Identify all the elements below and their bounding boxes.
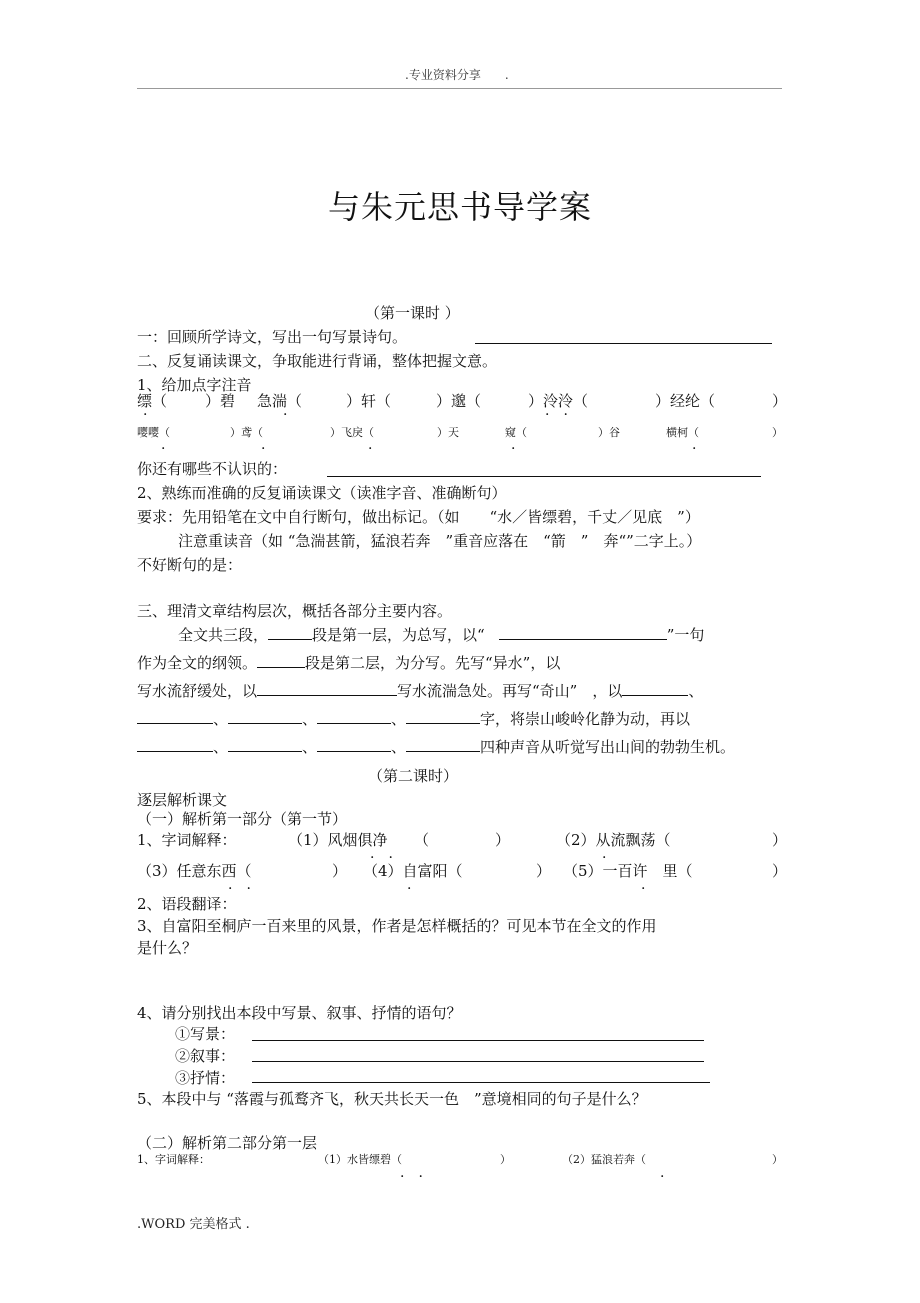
page-footer: .WORD 完美格式 . (137, 1217, 250, 1232)
text-segment: ”一句 (666, 626, 705, 644)
separator: 、 (391, 710, 407, 728)
question-5: 5、本段中与 “落霞与孤鹜齐飞，秋天共长天一色 ”意境相同的句子是什么？ (137, 1090, 647, 1108)
question-3-line-1: 3、自富阳至桐庐一百来里的风景，作者是怎样概括的？可见本节在全文的作用 (137, 917, 657, 935)
pinyin-item: 急湍（ (257, 392, 303, 410)
structure-line-1 (178, 624, 704, 645)
answer-line-lyric (252, 1082, 710, 1083)
document-title: 与朱元思书导学案 (327, 188, 592, 226)
pinyin-item: ）泠泠（ (528, 392, 589, 410)
blank (317, 709, 391, 724)
separator: 、 (213, 710, 229, 728)
pinyin-item: 缥（ (137, 392, 168, 410)
emphasis-dot: · · (400, 1169, 423, 1185)
question-2: 二、反复诵读课文，争取能进行背诵，整体把握文意。 (137, 352, 498, 370)
text-segment: 四种声音从听觉写出山间的勃勃生机。 (480, 738, 736, 756)
emphasis-dot: · · (228, 881, 251, 897)
part2-heading: （二）解析第二部分第一层 (137, 1134, 318, 1152)
structure-line-4 (137, 708, 690, 729)
pinyin-item: 横柯（ (666, 426, 699, 439)
vocab-paren: ） (495, 831, 511, 849)
section-recite: 2、熟练而准确的反复诵读课文（读准字音、准确断句） (137, 484, 507, 502)
blank (228, 709, 302, 724)
blank (257, 681, 397, 696)
blank (137, 709, 213, 724)
blank (406, 709, 480, 724)
blank (257, 653, 305, 668)
blank (137, 737, 213, 752)
scene-label: ①写景： (175, 1025, 236, 1043)
text-segment: 、 (688, 682, 704, 700)
stress-note: 注意重读音（如 “急湍甚箭，猛浪若奔 ”重音应落在 “箭 ” 奔“”二字上。） (178, 532, 702, 550)
separator: 、 (213, 738, 229, 756)
vocab-paren: （ (414, 831, 430, 849)
pinyin-item: ） (772, 392, 788, 410)
vocab-item-b1: （1）水皆缥碧（ (318, 1153, 402, 1166)
emphasis-dot: · (261, 441, 266, 457)
text-segment: 字，将崇山峻岭化静为动，再以 (480, 710, 691, 728)
answer-line-unknown (327, 476, 761, 477)
pinyin-item: ）鸢（ (230, 426, 263, 439)
pinyin-item: 嘤嘤（ (137, 426, 170, 439)
blank (317, 737, 391, 752)
pinyin-item: ）飞戾（ (330, 426, 374, 439)
text-segment: 段是第一层，为总写，以“ (312, 626, 485, 644)
answer-line-narrative (252, 1061, 704, 1062)
narrative-label: ②叙事： (175, 1047, 236, 1065)
emphasis-dot: · (602, 850, 607, 866)
pinyin-item: ）邈（ (436, 392, 482, 410)
lesson2-label: （第二课时） (368, 767, 459, 785)
vocab-paren: ） (536, 862, 552, 880)
vocab-item-b2: （2）猛浪若奔（ (562, 1153, 646, 1166)
text-segment: 写水流舒缓处，以 (137, 682, 258, 700)
translation-prompt: 2、语段翻译： (137, 895, 237, 913)
emphasis-dot: · (641, 881, 646, 897)
vocab-item-3: （3）任意东西（ (137, 862, 252, 880)
blank (622, 681, 688, 696)
vocab-item-4: （4）自富阳（ (363, 862, 463, 880)
emphasis-dot: · (161, 441, 166, 457)
vocab-paren: ） (772, 862, 788, 880)
blank (499, 625, 667, 640)
emphasis-dot: · (368, 441, 373, 457)
text-segment: 全文共三段， (178, 626, 269, 644)
structure-line-2 (137, 652, 560, 673)
emphasis-dot: · (511, 441, 516, 457)
question-1: 一：回顾所学诗文，写出一句写景诗句。 (137, 328, 408, 346)
vocab-item-1: （1）风烟俱净 (288, 831, 388, 849)
vocab-paren: ） (772, 831, 788, 849)
question-3-line-2: 是什么？ (137, 939, 198, 957)
separator: 、 (302, 710, 318, 728)
text-segment: 写水流湍急处。再写“奇山” ，以 (397, 682, 623, 700)
separator: 、 (302, 738, 318, 756)
lyric-label: ③抒情： (175, 1069, 236, 1087)
vocab-item-5: （5）一百许 里（ (563, 862, 693, 880)
emphasis-dot: · · (545, 407, 568, 423)
emphasis-dot: · (407, 881, 412, 897)
vocab-item-2: （2）从流飘荡（ (556, 831, 671, 849)
question-4: 4、请分别找出本段中写景、叙事、抒情的语句？ (137, 1004, 462, 1022)
text-segment: 段是第二层，为分写。先写“异水”，以 (305, 654, 561, 672)
structure-line-5 (137, 736, 735, 757)
lesson1-label: （第一课时 ） (365, 304, 460, 322)
emphasis-dot: · · (370, 850, 393, 866)
lesson2-intro: 逐层解析课文 (137, 791, 228, 809)
structure-line-3 (137, 680, 703, 701)
vocab-paren: ） (500, 1153, 511, 1166)
blank (268, 625, 312, 640)
vocab-paren: ） (772, 1153, 783, 1166)
pinyin-item: ）碧 (205, 392, 236, 410)
separator: 、 (391, 738, 407, 756)
hard-sentences-prompt: 不好断句的是： (137, 556, 243, 574)
blank (406, 737, 480, 752)
emphasis-dot: · (660, 1169, 665, 1185)
header-divider (137, 88, 782, 89)
pinyin-item: ）天 (437, 426, 459, 439)
answer-line-scene (252, 1040, 704, 1041)
emphasis-dot: · (692, 441, 697, 457)
emphasis-dot: · (283, 407, 288, 423)
answer-line-q1 (475, 343, 772, 344)
pinyin-item: ） (772, 426, 783, 439)
pinyin-item: ）经纶（ (655, 392, 716, 410)
pinyin-item: ）轩（ (346, 392, 392, 410)
vocab-label-2: 1、字词解释： (137, 1153, 210, 1166)
page-header: .专业资料分享 . (405, 68, 509, 82)
pinyin-item: ）谷 (598, 426, 620, 439)
blank (228, 737, 302, 752)
vocab-paren: ） (332, 862, 348, 880)
pinyin-item: 窥（ (505, 426, 527, 439)
unknown-words-prompt: 你还有哪些不认识的： (137, 460, 288, 478)
question-3: 三、理清文章结构层次，概括各部分主要内容。 (137, 602, 453, 620)
part1-heading: （一）解析第一部分（第一节） (137, 810, 348, 828)
requirement-text: 要求：先用铅笔在文中自行断句，做出标记。（如 “水／皆缥碧，千丈／见底 ”） (137, 508, 700, 526)
section-pinyin: 1、给加点字注音 (137, 376, 252, 394)
vocab-label: 1、字词解释： (137, 831, 237, 849)
text-segment: 作为全文的纲领。 (137, 654, 258, 672)
emphasis-dot: · (143, 407, 148, 423)
